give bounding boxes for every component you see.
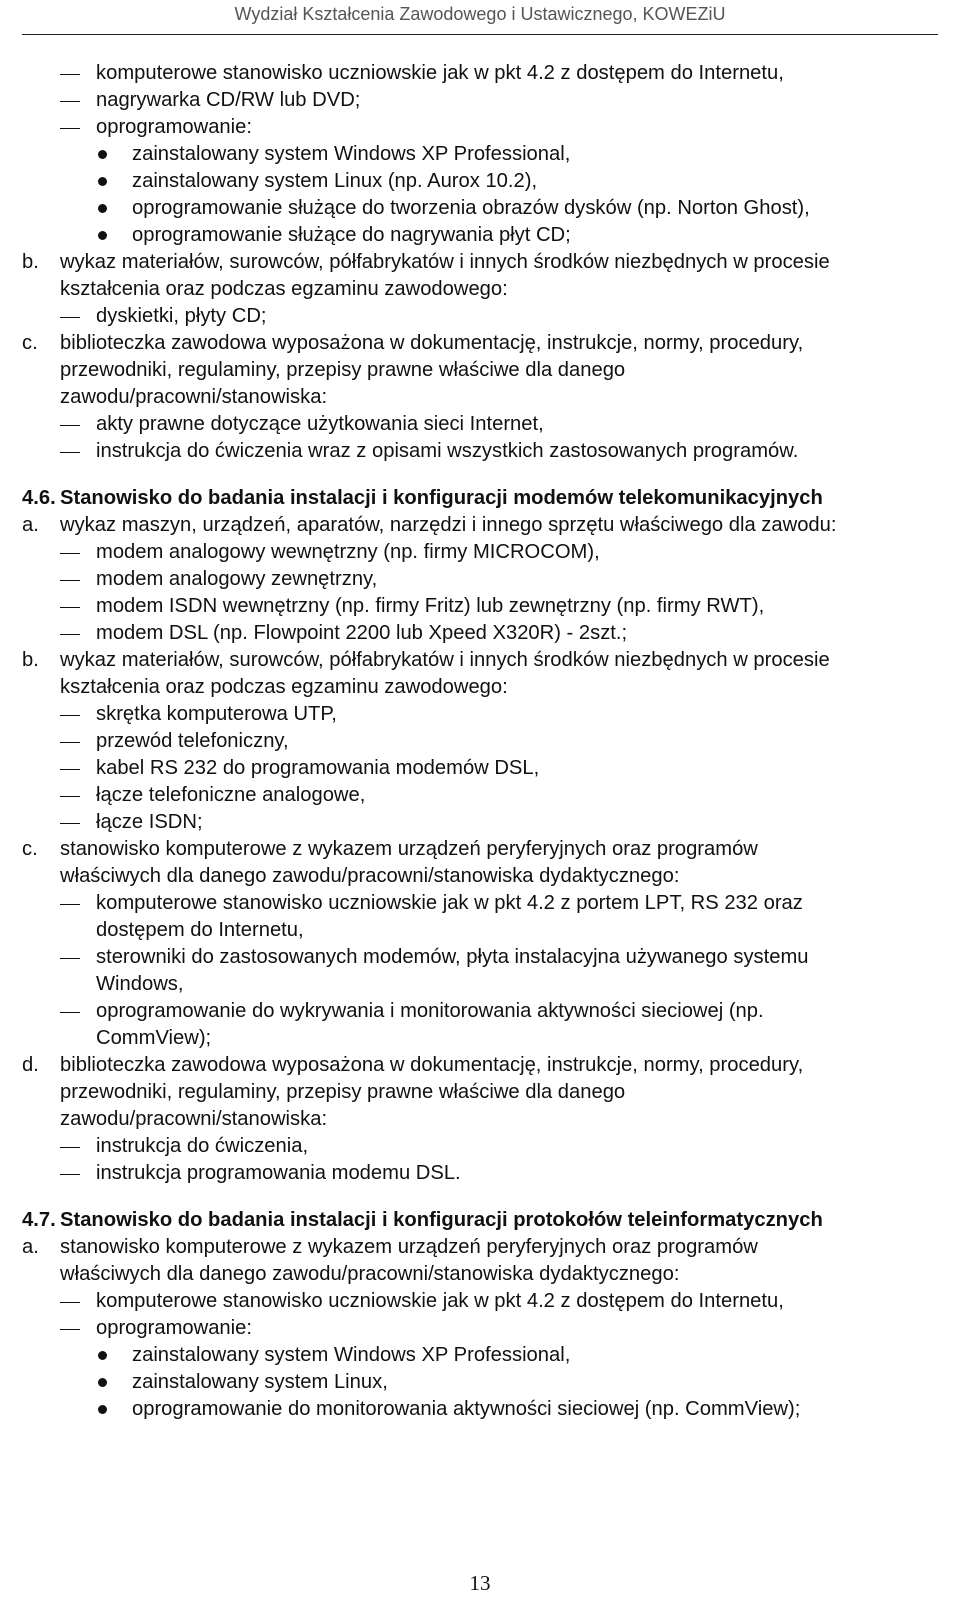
text-line bbox=[0, 1025, 960, 1052]
list-letter: a. bbox=[22, 1236, 39, 1258]
text-line bbox=[0, 890, 960, 917]
line-text: zainstalowany system Linux (np. Aurox 10.2), bbox=[132, 170, 538, 192]
dash-bullet-icon bbox=[60, 796, 80, 797]
line-text: łącze telefoniczne analogowe, bbox=[96, 784, 366, 806]
text-line bbox=[0, 1133, 960, 1160]
round-bullet-icon bbox=[98, 1378, 107, 1387]
text-line bbox=[0, 728, 960, 755]
line-text: nagrywarka CD/RW lub DVD; bbox=[96, 89, 361, 111]
text-line bbox=[0, 944, 960, 971]
dash-bullet-icon bbox=[60, 580, 80, 581]
list-letter: d. bbox=[22, 1054, 39, 1076]
line-text: modem ISDN wewnętrzny (np. firmy Fritz) lub zewnętrzny (np. firmy RWT), bbox=[96, 595, 765, 617]
document-body bbox=[0, 60, 960, 1423]
line-text: przewód telefoniczny, bbox=[96, 730, 289, 752]
dash-bullet-icon bbox=[60, 634, 80, 635]
dash-bullet-icon bbox=[60, 317, 80, 318]
round-bullet-icon bbox=[98, 150, 107, 159]
line-text: kabel RS 232 do programowania modemów DSL, bbox=[96, 757, 540, 779]
text-line bbox=[0, 60, 960, 87]
line-text: Windows, bbox=[96, 973, 184, 995]
text-line bbox=[0, 701, 960, 728]
text-line bbox=[0, 782, 960, 809]
line-text: oprogramowanie do wykrywania i monitorowania aktywności sieciowej (np. bbox=[96, 1000, 764, 1022]
text-line bbox=[0, 593, 960, 620]
dash-bullet-icon bbox=[60, 1012, 80, 1013]
line-text: kształcenia oraz podczas egzaminu zawodowego: bbox=[60, 278, 508, 300]
section-gap bbox=[0, 1187, 960, 1207]
dash-bullet-icon bbox=[60, 74, 80, 75]
line-text: wykaz maszyn, urządzeń, aparatów, narzędzi i innego sprzętu właściwego dla zawodu: bbox=[60, 514, 837, 536]
text-line bbox=[0, 195, 960, 222]
text-line bbox=[0, 674, 960, 701]
line-text: modem analogowy wewnętrzny (np. firmy MICROCOM), bbox=[96, 541, 600, 563]
line-text: stanowisko komputerowe z wykazem urządzeń peryferyjnych oraz programów bbox=[60, 1236, 758, 1258]
dash-bullet-icon bbox=[60, 958, 80, 959]
dash-bullet-icon bbox=[60, 742, 80, 743]
text-line bbox=[0, 1052, 960, 1079]
text-line bbox=[0, 836, 960, 863]
section-heading bbox=[0, 485, 960, 512]
line-text: komputerowe stanowisko uczniowskie jak w pkt 4.2 z dostępem do Internetu, bbox=[96, 62, 784, 84]
text-line bbox=[0, 917, 960, 944]
dash-bullet-icon bbox=[60, 101, 80, 102]
list-letter: b. bbox=[22, 649, 39, 671]
line-text: instrukcja do ćwiczenia wraz z opisami wszystkich zastosowanych programów. bbox=[96, 440, 799, 462]
text-line bbox=[0, 647, 960, 674]
text-line bbox=[0, 87, 960, 114]
page-number: 13 bbox=[469, 1571, 491, 1595]
dash-bullet-icon bbox=[60, 904, 80, 905]
line-text: zawodu/pracowni/stanowiska: bbox=[60, 386, 328, 408]
line-text: instrukcja do ćwiczenia, bbox=[96, 1135, 309, 1157]
section-number: 4.6. bbox=[22, 487, 56, 509]
dash-bullet-icon bbox=[60, 1147, 80, 1148]
dash-bullet-icon bbox=[60, 128, 80, 129]
line-text: oprogramowanie: bbox=[96, 116, 252, 138]
line-text: właściwych dla danego zawodu/pracowni/stanowiska dydaktycznego: bbox=[60, 865, 680, 887]
line-text: oprogramowanie służące do tworzenia obrazów dysków (np. Norton Ghost), bbox=[132, 197, 810, 219]
line-text: komputerowe stanowisko uczniowskie jak w pkt 4.2 z portem LPT, RS 232 oraz bbox=[96, 892, 803, 914]
line-text: przewodniki, regulaminy, przepisy prawne właściwe dla danego bbox=[60, 1081, 626, 1103]
round-bullet-icon bbox=[98, 1351, 107, 1360]
text-line bbox=[0, 512, 960, 539]
line-text: zainstalowany system Windows XP Professional, bbox=[132, 1344, 571, 1366]
line-text: komputerowe stanowisko uczniowskie jak w pkt 4.2 z dostępem do Internetu, bbox=[96, 1290, 784, 1312]
text-line bbox=[0, 357, 960, 384]
text-line bbox=[0, 438, 960, 465]
text-line bbox=[0, 566, 960, 593]
line-text: biblioteczka zawodowa wyposażona w dokumentację, instrukcje, normy, procedury, bbox=[60, 332, 804, 354]
line-text: skrętka komputerowa UTP, bbox=[96, 703, 337, 725]
line-text: dostępem do Internetu, bbox=[96, 919, 304, 941]
text-line bbox=[0, 1288, 960, 1315]
text-line bbox=[0, 222, 960, 249]
line-text: modem analogowy zewnętrzny, bbox=[96, 568, 378, 590]
dash-bullet-icon bbox=[60, 607, 80, 608]
section-number: 4.7. bbox=[22, 1209, 56, 1231]
text-line bbox=[0, 620, 960, 647]
list-letter: a. bbox=[22, 514, 39, 536]
text-line bbox=[0, 1079, 960, 1106]
text-line bbox=[0, 249, 960, 276]
section-title: Stanowisko do badania instalacji i konfiguracji modemów telekomunikacyjnych bbox=[60, 487, 823, 509]
section-gap bbox=[0, 465, 960, 485]
text-line bbox=[0, 1342, 960, 1369]
text-line bbox=[0, 1160, 960, 1187]
text-line bbox=[0, 384, 960, 411]
line-text: stanowisko komputerowe z wykazem urządzeń peryferyjnych oraz programów bbox=[60, 838, 758, 860]
text-line bbox=[0, 1106, 960, 1133]
text-line bbox=[0, 539, 960, 566]
line-text: wykaz materiałów, surowców, półfabrykatów i innych środków niezbędnych w procesie bbox=[60, 649, 830, 671]
line-text: zainstalowany system Linux, bbox=[132, 1371, 388, 1393]
text-line bbox=[0, 755, 960, 782]
text-line bbox=[0, 998, 960, 1025]
dash-bullet-icon bbox=[60, 553, 80, 554]
text-line bbox=[0, 168, 960, 195]
line-text: zainstalowany system Windows XP Professional, bbox=[132, 143, 571, 165]
line-text: CommView); bbox=[96, 1027, 212, 1049]
section-heading bbox=[0, 1207, 960, 1234]
text-line bbox=[0, 1315, 960, 1342]
text-line bbox=[0, 330, 960, 357]
line-text: zawodu/pracowni/stanowiska: bbox=[60, 1108, 328, 1130]
dash-bullet-icon bbox=[60, 1329, 80, 1330]
text-line bbox=[0, 276, 960, 303]
line-text: akty prawne dotyczące użytkowania sieci Internet, bbox=[96, 413, 544, 435]
running-header: Wydział Kształcenia Zawodowego i Ustawicznego, KOWEZiU bbox=[234, 4, 726, 24]
line-text: właściwych dla danego zawodu/pracowni/stanowiska dydaktycznego: bbox=[60, 1263, 680, 1285]
text-line bbox=[0, 114, 960, 141]
dash-bullet-icon bbox=[60, 715, 80, 716]
line-text: kształcenia oraz podczas egzaminu zawodowego: bbox=[60, 676, 508, 698]
text-line bbox=[0, 809, 960, 836]
text-line bbox=[0, 863, 960, 890]
dash-bullet-icon bbox=[60, 1174, 80, 1175]
text-line bbox=[0, 1234, 960, 1261]
dash-bullet-icon bbox=[60, 425, 80, 426]
line-text: instrukcja programowania modemu DSL. bbox=[96, 1162, 461, 1184]
dash-bullet-icon bbox=[60, 823, 80, 824]
line-text: dyskietki, płyty CD; bbox=[96, 305, 267, 327]
round-bullet-icon bbox=[98, 177, 107, 186]
text-line bbox=[0, 1396, 960, 1423]
line-text: przewodniki, regulaminy, przepisy prawne właściwe dla danego bbox=[60, 359, 626, 381]
line-text: modem DSL (np. Flowpoint 2200 lub Xpeed X320R) - 2szt.; bbox=[96, 622, 628, 644]
text-line bbox=[0, 971, 960, 998]
round-bullet-icon bbox=[98, 204, 107, 213]
line-text: biblioteczka zawodowa wyposażona w dokumentację, instrukcje, normy, procedury, bbox=[60, 1054, 804, 1076]
section-title: Stanowisko do badania instalacji i konfiguracji protokołów teleinformatycznych bbox=[60, 1209, 823, 1231]
round-bullet-icon bbox=[98, 231, 107, 240]
text-line bbox=[0, 1369, 960, 1396]
line-text: oprogramowanie: bbox=[96, 1317, 252, 1339]
list-letter: c. bbox=[22, 838, 38, 860]
line-text: sterowniki do zastosowanych modemów, płyta instalacyjna używanego systemu bbox=[96, 946, 809, 968]
text-line bbox=[0, 1261, 960, 1288]
dash-bullet-icon bbox=[60, 452, 80, 453]
line-text: wykaz materiałów, surowców, półfabrykatów i innych środków niezbędnych w procesie bbox=[60, 251, 830, 273]
round-bullet-icon bbox=[98, 1405, 107, 1414]
text-line bbox=[0, 141, 960, 168]
dash-bullet-icon bbox=[60, 769, 80, 770]
line-text: łącze ISDN; bbox=[96, 811, 203, 833]
dash-bullet-icon bbox=[60, 1302, 80, 1303]
line-text: oprogramowanie do monitorowania aktywności sieciowej (np. CommView); bbox=[132, 1398, 801, 1420]
list-letter: c. bbox=[22, 332, 38, 354]
text-line bbox=[0, 411, 960, 438]
line-text: oprogramowanie służące do nagrywania płyt CD; bbox=[132, 224, 571, 246]
text-line bbox=[0, 303, 960, 330]
header-rule bbox=[22, 34, 938, 35]
list-letter: b. bbox=[22, 251, 39, 273]
